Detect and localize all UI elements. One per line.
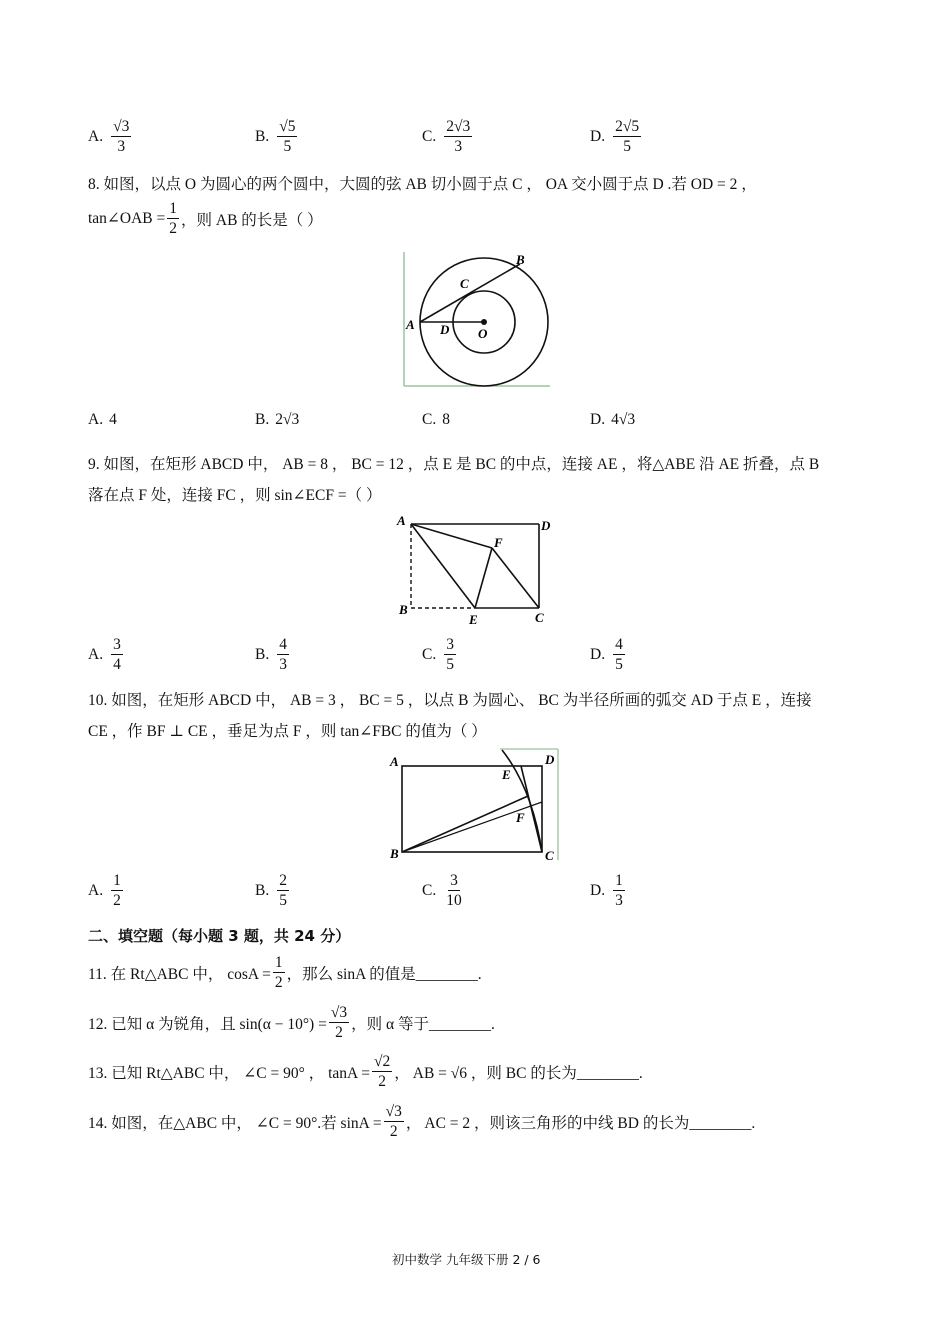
q9-option-d: D. $\frac{4}{5}$ (590, 636, 623, 674)
chord-ab (420, 264, 520, 322)
label-b: B (399, 602, 408, 617)
option-label: B. (255, 127, 270, 145)
label-d: D (541, 518, 551, 533)
q7-option-d (590, 118, 643, 155)
q10-option-c: C. $\frac{3}{10}$ (422, 872, 462, 910)
q10-option-a: A. $\frac{1}{2}$ (88, 872, 121, 910)
q8-figure-circles (400, 250, 552, 390)
q8-option-a: A. 4 (88, 411, 117, 428)
q8-option-b: B. 2√3 (255, 411, 300, 428)
q8-text-line2: tan∠OAB = $\frac{1}{2}$ ，则 AB 的长是（ ） (88, 200, 323, 238)
segment-af (411, 524, 492, 548)
q9-option-a: A. $\frac{3}{4}$ (88, 636, 121, 674)
center-point-o (481, 319, 487, 325)
q7-option-c (422, 118, 474, 155)
q8-option-c: C. 8 (422, 411, 450, 428)
q10-option-d: D. $\frac{1}{3}$ (590, 872, 623, 910)
q8-option-d: D. 4√3 (590, 411, 636, 428)
label-a: A (406, 317, 415, 332)
label-d: D (440, 322, 450, 337)
q13-line: 13. 已知 Rt△ABC 中， ∠C = 90° ， tanA = $\frac{√2}{2}$ ， AB = √6 ，则 BC 的长为________. (88, 1053, 643, 1091)
option-fraction: $\frac{√3}{3}$ (113, 118, 130, 156)
segment-bf (402, 796, 528, 852)
q12-line: 12. 已知 α 为锐角，且 sin(α − 10°) = $\frac{√3}{2}$ ，则 α 等于________. (88, 1004, 495, 1042)
q8-fraction: $\frac{1}{2}$ (169, 200, 178, 238)
q10-text-line1: 10. 如图，在矩形 ABCD 中， AB = 3 ， BC = 5 ，以点 B 为圆心、 BC 为半径所画的弧交 AD 于点 E ，连接 (88, 692, 812, 709)
q8-text-line1: 8. 如图，以点 O 为圆心的两个圆中，大圆的弦 AB 切小圆于点 C ， OA 交小圆于点 D .若 OD = 2 ， (88, 176, 757, 193)
label-e: E (502, 767, 511, 782)
label-c: C (460, 276, 469, 291)
section-heading-fill-in: 二、填空题（每小题 3 题，共 24 分） (88, 927, 351, 945)
q7-option-b (255, 118, 299, 155)
label-f: F (516, 810, 525, 825)
option-fraction: $\frac{2√3}{3}$ (446, 118, 471, 156)
q11-line: 11. 在 Rt△ABC 中， cosA = $\frac{1}{2}$ ，那么 sinA 的值是________. (88, 954, 482, 992)
segment-fc (492, 548, 539, 608)
q14-line: 14. 如图，在△ABC 中， ∠C = 90°.若 sinA = $\frac{√3}{2}$ ， AC = 2 ，则该三角形的中线 BD 的长为________. (88, 1103, 756, 1141)
option-fraction: $\frac{2√5}{5}$ (615, 118, 640, 156)
label-b: B (516, 252, 525, 267)
label-a: A (397, 513, 406, 528)
segment-ae (411, 524, 475, 608)
q10-text-line2: CE ，作 BF ⊥ CE ，垂足为点 F ，则 tan∠FBC 的值为（ ） (88, 723, 487, 740)
label-f: F (494, 535, 503, 550)
option-fraction: $\frac{√5}{5}$ (279, 118, 296, 156)
q10-option-b: B. $\frac{2}{5}$ (255, 872, 287, 910)
segment-fe (475, 548, 492, 608)
label-d: D (545, 752, 555, 767)
label-b: B (390, 846, 399, 861)
q9-text-line1: 9. 如图，在矩形 ABCD 中， AB = 8 ， BC = 12 ，点 E 是 BC 的中点，连接 AE ，将△ABE 沿 AE 折叠，点 B (88, 456, 820, 473)
q10-figure-rectangle-arc (388, 748, 560, 864)
page-footer: 初中数学 九年级下册 2 / 6 (392, 1252, 541, 1267)
option-label: D. (590, 127, 606, 145)
label-c: C (545, 848, 554, 863)
q7-option-a (88, 118, 133, 155)
label-c: C (535, 610, 544, 625)
q9-option-c: C. $\frac{3}{5}$ (422, 636, 454, 674)
q9-figure-rectangle (395, 512, 560, 630)
label-o: O (478, 326, 488, 341)
label-e: E (469, 612, 478, 627)
option-label: A. (88, 127, 104, 145)
label-a: A (390, 754, 399, 769)
option-label: C. (422, 127, 437, 145)
q9-text-line2: 落在点 F 处，连接 FC ，则 sin∠ECF =（ ） (88, 487, 382, 504)
q9-option-b: B. $\frac{4}{3}$ (255, 636, 287, 674)
